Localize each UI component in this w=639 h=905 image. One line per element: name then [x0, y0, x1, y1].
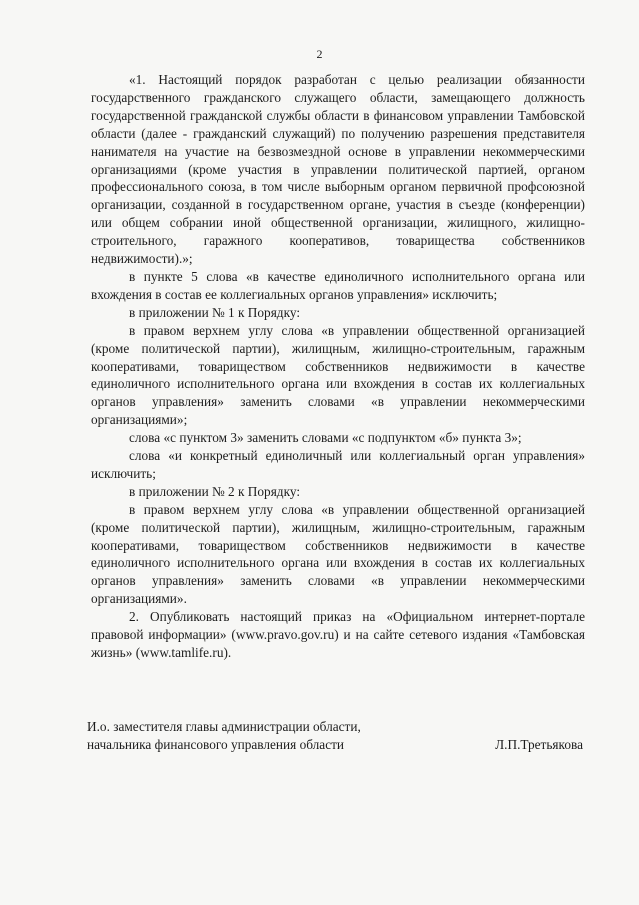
paragraph-5: слова «с пунктом 3» заменить словами «с подпунктом «б» пункта 3»;	[129, 430, 522, 446]
paragraph-6: слова «и конкретный единоличный или коллегиальный орган управления» исключить;	[91, 448, 585, 481]
paragraph-1: «1. Настоящий порядок разработан с целью реализации обязанности государственного гражданского служащего области, замещающего должность государственной гражданской службы области в финансовом управлении Тамбовской области (далее - гражданский служащий) по получению разрешения представителя нанимателя на участие на безвозмездной основе в управлении некоммерческими организациями (кроме участия в управлении политической партией, органом профессионального союза, в том числе выборным органом первичной профсоюзной организации, созданной в государственном органе, участия в съезде (конференции) или общем собрании иной общественной организации, жилищного, жилищно-строительного, гаражного кооперативов, товарищества собственников недвижимости).»;	[91, 72, 585, 267]
paragraph-3: в приложении № 1 к Порядку:	[129, 304, 301, 320]
signatory-title-line-1: И.о. заместителя главы администрации области,	[87, 719, 361, 734]
paragraph-2: в пункте 5 слова «в качестве единоличного исполнительного органа или вхождения в состав ее коллегиальных органов управления» исключить;	[91, 268, 585, 302]
paragraph-9: 2. Опубликовать настоящий приказ на «Официальном интернет-портале правовой информации» (www.pravo.gov.ru) и на сайте сетевого издания «Тамбовская жизнь» (www.tamlife.ru).	[91, 609, 585, 660]
document-body	[91, 71, 585, 662]
signature-block	[87, 718, 587, 753]
signatory-name: Л.П.Третьякова	[495, 736, 583, 752]
paragraph-4: в правом верхнем углу слова «в управлении общественной организацией (кроме политической партии), жилищным, жилищно-строительным, гаражным кооперативами, товариществом собственников недвижимости в качестве единоличного исполнительного органа или вхождения в состав их коллегиальных органов управления» заменить словами «в управлении некоммерческими организациями»;	[91, 322, 585, 428]
paragraph-8: в правом верхнем углу слова «в управлении общественной организацией (кроме политической партии), жилищным, жилищно-строительным, гаражным кооперативами, товариществом собственников недвижимости в качестве единоличного исполнительного органа или вхождения в состав их коллегиальных органов управления» заменить словами «в управлении некоммерческими организациями».	[91, 501, 585, 607]
signatory-title-line-2: начальника финансового управления области	[87, 736, 345, 752]
page-number: 2	[316, 47, 323, 61]
paragraph-7: в приложении № 2 к Порядку:	[129, 483, 301, 499]
